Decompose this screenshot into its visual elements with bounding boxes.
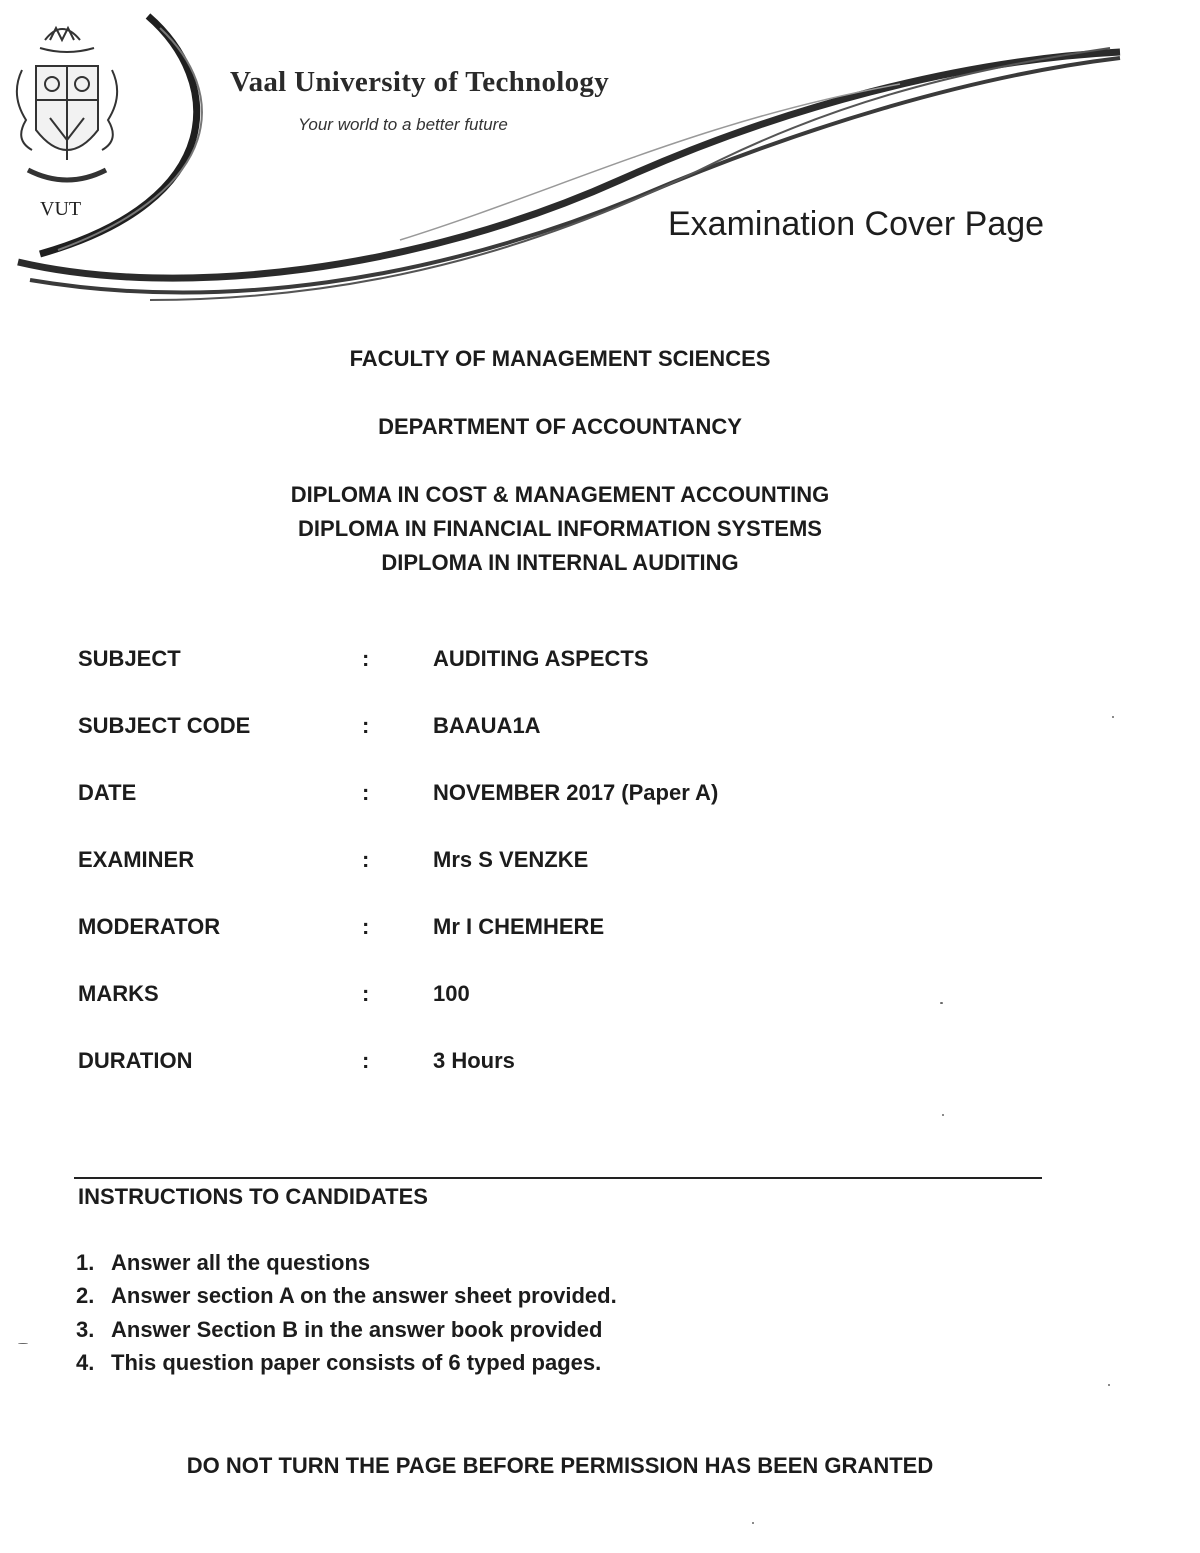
detail-row-marks (78, 981, 978, 1048)
detail-value: NOVEMBER 2017 (Paper A) (433, 780, 719, 805)
detail-label: DATE (78, 780, 137, 805)
instruction-text: Answer all the questions (111, 1250, 371, 1275)
detail-value: BAAUA1A (433, 713, 541, 738)
instruction-text: Answer Section B in the answer book provided (111, 1316, 603, 1342)
scan-speck (18, 1343, 28, 1344)
scan-speck (752, 1522, 754, 1524)
detail-separator: : (362, 914, 370, 939)
detail-separator: : (362, 981, 370, 1006)
detail-separator: : (362, 1048, 370, 1073)
instructions-heading: INSTRUCTIONS TO CANDIDATES (78, 1184, 428, 1209)
detail-row-subject-code (78, 713, 978, 780)
detail-separator: : (362, 847, 370, 872)
crest-label: VUT (40, 198, 82, 220)
university-crest-icon (17, 28, 117, 180)
programme-list (0, 478, 1120, 580)
detail-value: 100 (433, 981, 470, 1006)
instruction-number: 3. (76, 1316, 95, 1342)
detail-label: EXAMINER (78, 847, 195, 872)
document-title: Examination Cover Page (668, 205, 1045, 243)
detail-row-subject (78, 646, 978, 713)
faculty-name: FACULTY OF MANAGEMENT SCIENCES (349, 346, 771, 371)
detail-label: MODERATOR (78, 914, 221, 939)
header-graphic (0, 0, 1200, 320)
instruction-item (76, 1317, 617, 1350)
detail-row-duration (78, 1048, 978, 1115)
section-divider (74, 1177, 1042, 1179)
instruction-item (76, 1283, 617, 1316)
detail-separator: : (362, 713, 370, 738)
instruction-item (76, 1350, 617, 1383)
detail-row-moderator (78, 914, 978, 981)
detail-value: Mrs S VENZKE (433, 847, 589, 872)
detail-label: MARKS (78, 981, 159, 1006)
scan-speck (1112, 716, 1114, 718)
scan-speck (940, 1002, 943, 1004)
scan-speck (1108, 1384, 1110, 1386)
detail-separator: : (362, 780, 370, 805)
instructions-list (76, 1250, 617, 1383)
detail-label: DURATION (78, 1048, 193, 1073)
detail-separator: : (362, 646, 370, 671)
instruction-text: Answer section A on the answer sheet provided. (111, 1283, 617, 1309)
programme-item: DIPLOMA IN INTERNAL AUDITING (381, 550, 739, 575)
department-name: DEPARTMENT OF ACCOUNTANCY (378, 414, 742, 439)
instruction-number: 1. (76, 1250, 95, 1275)
detail-label: SUBJECT (78, 646, 181, 671)
instruction-text: This question paper consists of 6 typed pages. (111, 1349, 602, 1375)
detail-value: AUDITING ASPECTS (433, 646, 649, 671)
programme-item: DIPLOMA IN COST & MANAGEMENT ACCOUNTING (290, 482, 830, 507)
university-name: Vaal University of Technology (230, 66, 610, 98)
programme-item: DIPLOMA IN FINANCIAL INFORMATION SYSTEMS (298, 516, 822, 541)
scan-speck (942, 1114, 944, 1116)
footer-warning: DO NOT TURN THE PAGE BEFORE PERMISSION HAS BEEN GRANTED (186, 1453, 934, 1478)
exam-details (78, 646, 978, 1115)
instruction-number: 4. (76, 1349, 95, 1375)
instruction-number: 2. (76, 1283, 95, 1309)
detail-label: SUBJECT CODE (78, 713, 251, 738)
detail-row-examiner (78, 847, 978, 914)
instruction-item (76, 1250, 617, 1283)
detail-value: Mr I CHEMHERE (433, 914, 605, 939)
detail-row-date (78, 780, 978, 847)
detail-value: 3 Hours (433, 1048, 515, 1073)
university-motto: Your world to a better future (298, 115, 508, 134)
